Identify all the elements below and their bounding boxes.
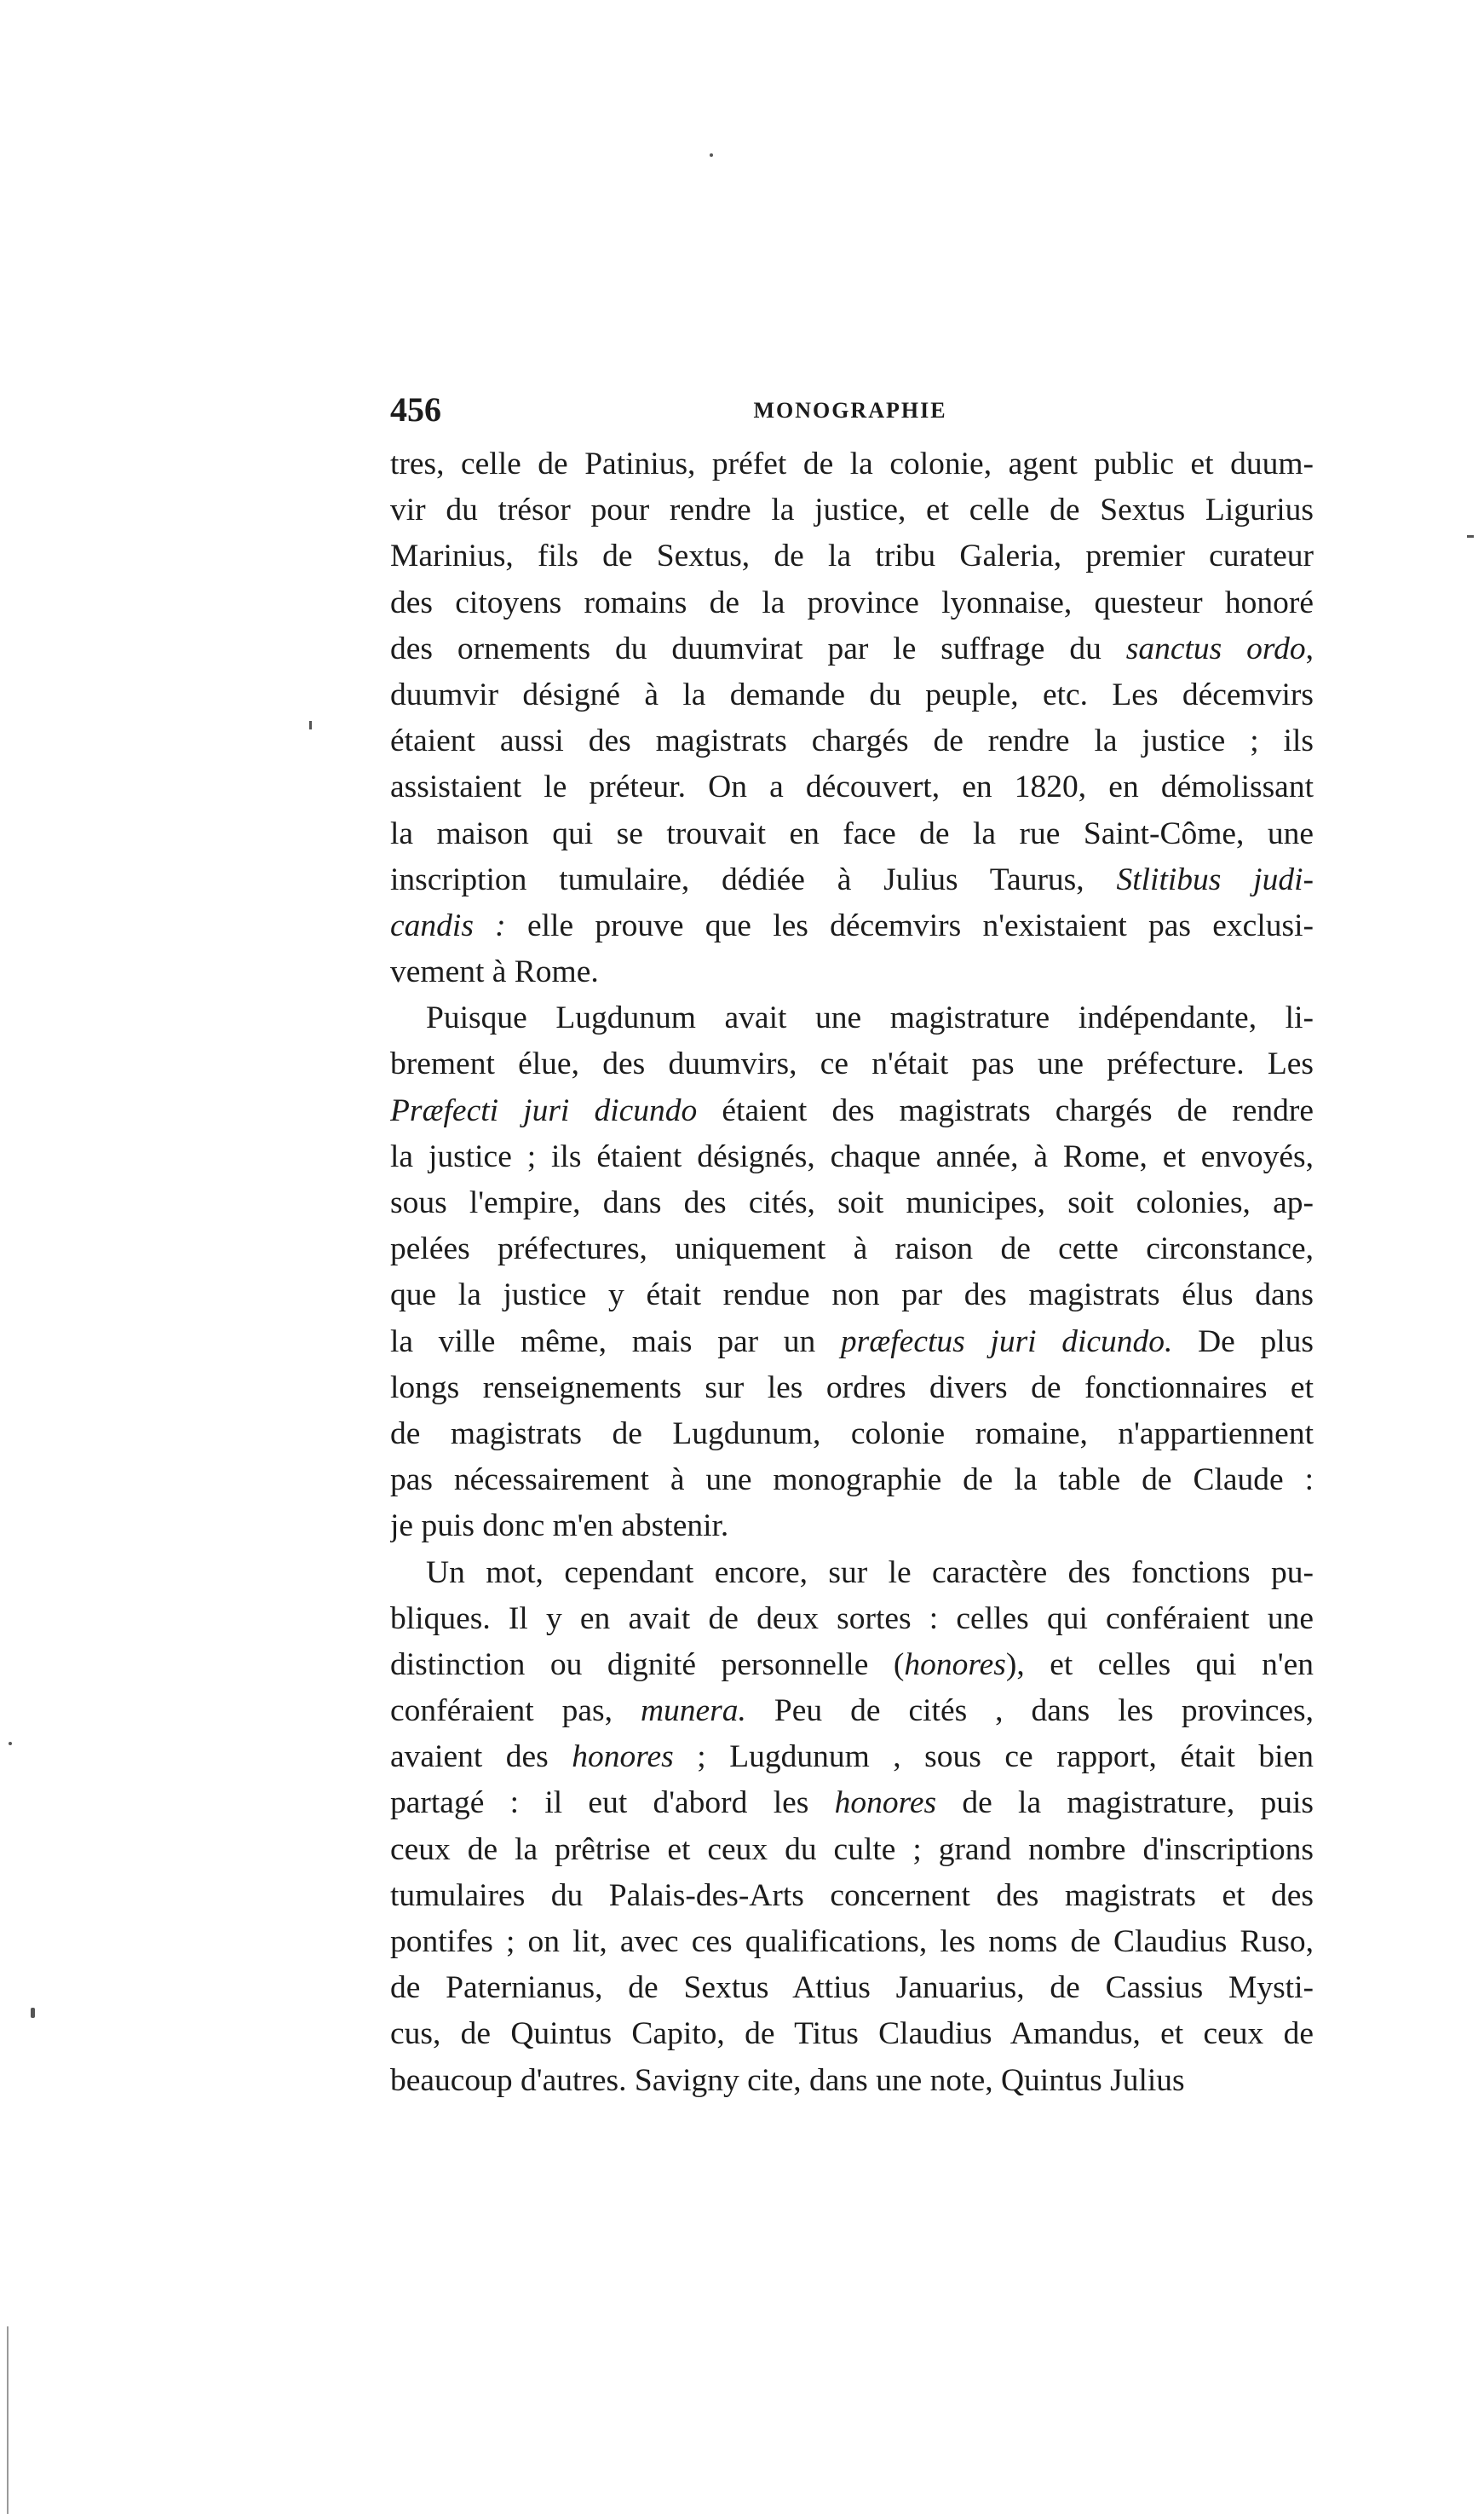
text-line [390,533,1314,579]
text-line [390,2058,1314,2104]
text-line [390,903,1314,949]
text-segment: beaucoup d'autres. Savigny cite, dans une note, Quintus Julius [390,2062,1185,2098]
text-segment: , [1305,631,1314,666]
text-line [390,1272,1314,1318]
text-line [390,1827,1314,1873]
running-head [390,389,1310,431]
text-line [390,1734,1314,1780]
text-segment: elle prouve que les décemvirs n'existaient pas exclusi- [505,908,1314,943]
text-segment: la justice ; ils étaient désignés, chaque année, à Rome, et envoyés, [390,1138,1314,1174]
text-line [390,1319,1314,1365]
text-line [390,441,1314,487]
text-line [390,718,1314,764]
text-line [390,1873,1314,1919]
text-line [390,1503,1314,1549]
text-segment: pelées préfectures, uniquement à raison de cette circonstance, [390,1231,1314,1267]
text-segment: étaient des magistrats chargés de rendre [697,1092,1314,1128]
text-segment: tres, celle de Patinius, préfet de la colonie, agent public et duum- [390,447,1314,481]
text-line [390,995,1314,1041]
scan-speck [710,153,713,157]
scan-speck [309,721,312,729]
scan-speck [9,1742,12,1745]
text-line [390,1411,1314,1457]
text-line [390,487,1314,533]
text-segment: conféraient pas, [390,1693,641,1729]
text-line [390,1457,1314,1503]
italic-segment: honores [572,1739,674,1775]
italic-segment: præfectus juri dicundo. [840,1323,1173,1359]
text-line [390,1041,1314,1087]
text-line [390,1226,1314,1272]
text-segment: de la magistrature, puis [936,1785,1314,1821]
italic-segment: sanctus ordo [1125,631,1306,666]
text-segment: partagé : il eut d'abord les [390,1785,835,1821]
text-segment: je puis donc m'en abstenir. [390,1508,729,1544]
text-line [390,672,1314,718]
text-line [390,1596,1314,1642]
text-line [390,1365,1314,1411]
text-segment: la maison qui se trouvait en face de la rue Saint-Côme, une [390,816,1314,851]
text-segment: De plus [1172,1323,1314,1359]
text-segment: la ville même, mais par un [390,1323,841,1359]
text-segment: des ornements du duumvirat par le suffrage du [390,631,1126,666]
scan-edge-line [7,2326,9,2514]
scan-speck [31,2008,35,2018]
text-segment: de magistrats de Lugdunum, colonie romaine, n'appartiennent [390,1415,1314,1451]
text-segment: inscription tumulaire, dédiée à Julius Taurus, [390,862,1117,897]
text-segment: duumvir désigné à la demande du peuple, etc. Les décemvirs [390,677,1314,712]
text-line [390,1965,1314,2011]
text-line [390,1688,1314,1734]
text-segment: pontifes ; on lit, avec ces qualifications, les noms de Claudius Ruso, [390,1924,1314,1959]
italic-segment: Præfecti juri dicundo [390,1092,698,1128]
text-line [390,580,1314,626]
italic-segment: honores [904,1646,1006,1682]
italic-segment: Stlitibus judi- [1116,862,1314,897]
text-segment: des citoyens romains de la province lyonnaise, questeur honoré [390,585,1314,620]
text-segment: cus, de Quintus Capito, de Titus Claudius Amandus, et ceux de [390,2016,1314,2052]
italic-segment: candis : [390,908,506,943]
text-segment: de Paternianus, de Sextus Attius Januarius, de Cassius Mysti- [390,1970,1314,2006]
text-line [390,2011,1314,2057]
text-segment: ceux de la prêtrise et ceux du culte ; grand nombre d'inscriptions [390,1831,1314,1867]
running-title: MONOGRAPHIE [753,398,947,423]
text-segment: pas nécessairement à une monographie de la table de Claude : [390,1462,1314,1498]
text-segment: étaient aussi des magistrats chargés de rendre la justice ; ils [390,723,1314,759]
text-segment: avaient des [390,1739,572,1775]
scan-speck [1467,535,1474,538]
body-text [390,441,1314,2104]
text-segment: Puisque Lugdunum avait une magistrature indépendante, li- [426,1000,1314,1036]
text-segment: vement à Rome. [390,954,599,990]
text-line [390,1088,1314,1134]
text-segment: sous l'empire, dans des cités, soit municipes, soit colonies, ap- [390,1185,1314,1220]
page-number: 456 [390,390,441,429]
text-segment: distinction ou dignité personnelle ( [390,1646,905,1682]
text-line [390,1550,1314,1596]
text-segment: ), et celles qui n'en [1005,1646,1314,1682]
text-segment: assistaient le préteur. On a découvert, en 1820, en démolissant [390,770,1314,805]
text-segment: bliques. Il y en avait de deux sortes : celles qui conféraient une [390,1600,1314,1636]
text-segment: que la justice y était rendue non par des magistrats élus dans [390,1277,1314,1313]
text-segment: tumulaires du Palais-des-Arts concernent des magistrats et des [390,1877,1314,1913]
text-segment: brement élue, des duumvirs, ce n'était pas une préfecture. Les [390,1046,1314,1082]
text-segment: Marinius, fils de Sextus, de la tribu Galeria, premier curateur [390,539,1314,574]
text-segment: vir du trésor pour rendre la justice, et celle de Sextus Ligurius [390,493,1314,528]
text-line [390,811,1314,857]
text-line [390,1642,1314,1688]
text-line [390,1919,1314,1965]
text-line [390,949,1314,995]
text-line [390,1780,1314,1826]
text-line [390,1134,1314,1180]
text-line [390,857,1314,903]
text-segment: ; Lugdunum , sous ce rapport, était bien [673,1739,1314,1775]
text-segment: longs renseignements sur les ordres divers de fonctionnaires et [390,1369,1314,1405]
italic-segment: munera. [640,1693,746,1729]
text-segment: Peu de cités , dans les provinces, [745,1693,1314,1729]
text-line [390,764,1314,810]
text-segment: Un mot, cependant encore, sur le caractère des fonctions pu- [426,1554,1314,1590]
text-line [390,626,1314,672]
text-line [390,1180,1314,1226]
italic-segment: honores [834,1785,937,1821]
